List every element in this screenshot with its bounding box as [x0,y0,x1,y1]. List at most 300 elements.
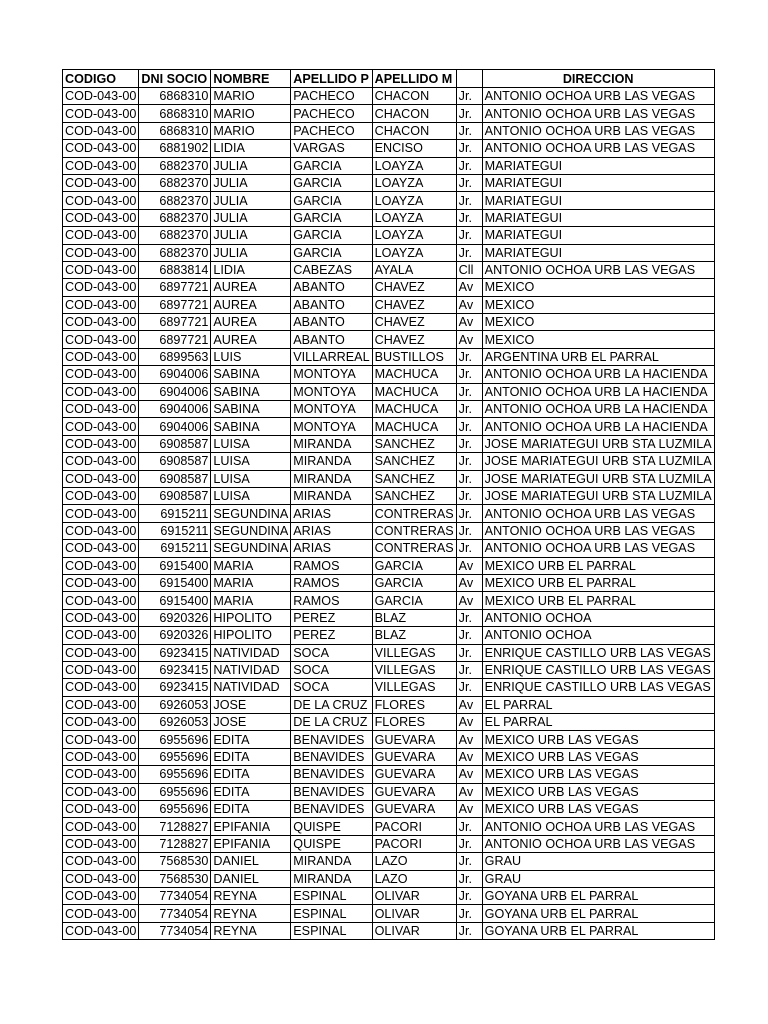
table-row [63,835,715,852]
cell-apellido-paterno: ARIAS [291,540,372,557]
cell-nombre: EDITA [211,783,291,800]
table-row [63,522,715,539]
cell-via-type: Av [456,331,482,348]
cell-nombre: EDITA [211,766,291,783]
cell-dni-socio: 6881902 [139,140,211,157]
cell-codigo: COD-043-00 [63,748,139,765]
cell-apellido-materno: LAZO [372,853,456,870]
cell-dni-socio: 6882370 [139,209,211,226]
cell-codigo: COD-043-00 [63,418,139,435]
table-row [63,244,715,261]
cell-codigo: COD-043-00 [63,679,139,696]
cell-apellido-materno: GUEVARA [372,748,456,765]
cell-nombre: EPIFANIA [211,818,291,835]
cell-via-type: Av [456,296,482,313]
cell-direccion: GOYANA URB EL PARRAL [482,905,714,922]
cell-dni-socio: 6882370 [139,192,211,209]
table-row [63,227,715,244]
cell-apellido-paterno: ABANTO [291,314,372,331]
cell-via-type: Jr. [456,853,482,870]
cell-apellido-paterno: PACHECO [291,88,372,105]
cell-apellido-paterno: MONTOYA [291,418,372,435]
cell-codigo: COD-043-00 [63,296,139,313]
cell-apellido-materno: VILLEGAS [372,679,456,696]
table-row [63,905,715,922]
cell-apellido-paterno: MIRANDA [291,487,372,504]
cell-direccion: MARIATEGUI [482,174,714,191]
table-row [63,314,715,331]
cell-direccion: EL PARRAL [482,714,714,731]
cell-via-type: Jr. [456,227,482,244]
cell-apellido-materno: OLIVAR [372,922,456,939]
cell-apellido-materno: CHACON [372,88,456,105]
table-row [63,748,715,765]
cell-apellido-materno: BUSTILLOS [372,348,456,365]
cell-apellido-paterno: QUISPE [291,835,372,852]
cell-nombre: MARIO [211,105,291,122]
table-row [63,453,715,470]
table-row [63,922,715,939]
cell-via-type: Av [456,592,482,609]
cell-apellido-materno: LOAYZA [372,192,456,209]
cell-codigo: COD-043-00 [63,592,139,609]
header-via-type [456,70,482,88]
cell-direccion: ANTONIO OCHOA URB LAS VEGAS [482,522,714,539]
cell-direccion: ENRIQUE CASTILLO URB LAS VEGAS [482,679,714,696]
cell-dni-socio: 6882370 [139,244,211,261]
cell-via-type: Av [456,279,482,296]
cell-via-type: Av [456,696,482,713]
cell-direccion: ARGENTINA URB EL PARRAL [482,348,714,365]
cell-codigo: COD-043-00 [63,227,139,244]
cell-direccion: ANTONIO OCHOA URB LAS VEGAS [482,505,714,522]
cell-direccion: ANTONIO OCHOA URB LAS VEGAS [482,105,714,122]
cell-direccion: MEXICO [482,314,714,331]
cell-via-type: Jr. [456,122,482,139]
cell-apellido-paterno: GARCIA [291,157,372,174]
cell-nombre: HIPOLITO [211,609,291,626]
cell-apellido-paterno: SOCA [291,661,372,678]
cell-dni-socio: 6920326 [139,627,211,644]
cell-nombre: MARIO [211,122,291,139]
cell-nombre: EDITA [211,731,291,748]
cell-apellido-materno: LAZO [372,870,456,887]
cell-nombre: DANIEL [211,853,291,870]
cell-direccion: MEXICO URB EL PARRAL [482,574,714,591]
header-apellido-materno: APELLIDO M [372,70,456,88]
table-row [63,801,715,818]
cell-apellido-paterno: RAMOS [291,557,372,574]
cell-nombre: REYNA [211,905,291,922]
cell-dni-socio: 6915400 [139,557,211,574]
cell-dni-socio: 6955696 [139,801,211,818]
cell-apellido-paterno: VILLARREAL [291,348,372,365]
cell-direccion: ENRIQUE CASTILLO URB LAS VEGAS [482,661,714,678]
cell-apellido-materno: CONTRERAS [372,540,456,557]
cell-apellido-materno: BLAZ [372,627,456,644]
cell-nombre: SABINA [211,418,291,435]
cell-dni-socio: 7734054 [139,922,211,939]
cell-codigo: COD-043-00 [63,714,139,731]
cell-nombre: EPIFANIA [211,835,291,852]
cell-codigo: COD-043-00 [63,122,139,139]
cell-apellido-paterno: MIRANDA [291,870,372,887]
cell-via-type: Jr. [456,644,482,661]
cell-direccion: MARIATEGUI [482,227,714,244]
cell-apellido-paterno: BENAVIDES [291,783,372,800]
cell-nombre: AUREA [211,296,291,313]
cell-apellido-paterno: MONTOYA [291,401,372,418]
cell-direccion: ANTONIO OCHOA URB LAS VEGAS [482,122,714,139]
cell-apellido-materno: OLIVAR [372,887,456,904]
cell-dni-socio: 6897721 [139,331,211,348]
table-row [63,540,715,557]
cell-direccion: ANTONIO OCHOA [482,627,714,644]
cell-apellido-paterno: DE LA CRUZ [291,714,372,731]
cell-apellido-materno: MACHUCA [372,418,456,435]
cell-via-type: Jr. [456,418,482,435]
cell-via-type: Jr. [456,88,482,105]
cell-direccion: ANTONIO OCHOA [482,609,714,626]
cell-dni-socio: 6904006 [139,418,211,435]
table-row [63,853,715,870]
cell-direccion: MEXICO URB LAS VEGAS [482,731,714,748]
cell-dni-socio: 6926053 [139,714,211,731]
cell-direccion: ANTONIO OCHOA URB LAS VEGAS [482,261,714,278]
cell-dni-socio: 6923415 [139,679,211,696]
cell-via-type: Jr. [456,905,482,922]
cell-direccion: ANTONIO OCHOA URB LAS VEGAS [482,835,714,852]
table-row [63,279,715,296]
cell-direccion: JOSE MARIATEGUI URB STA LUZMILA [482,487,714,504]
cell-apellido-paterno: RAMOS [291,592,372,609]
cell-apellido-paterno: ARIAS [291,522,372,539]
cell-codigo: COD-043-00 [63,314,139,331]
cell-apellido-materno: CHAVEZ [372,314,456,331]
table-row [63,209,715,226]
cell-via-type: Jr. [456,366,482,383]
cell-apellido-paterno: MIRANDA [291,453,372,470]
cell-dni-socio: 6920326 [139,609,211,626]
cell-codigo: COD-043-00 [63,487,139,504]
cell-apellido-paterno: GARCIA [291,209,372,226]
cell-apellido-materno: CHAVEZ [372,331,456,348]
cell-via-type: Jr. [456,209,482,226]
cell-via-type: Jr. [456,661,482,678]
cell-nombre: SABINA [211,383,291,400]
table-row [63,731,715,748]
cell-dni-socio: 6955696 [139,783,211,800]
cell-dni-socio: 6915211 [139,540,211,557]
cell-dni-socio: 6868310 [139,88,211,105]
cell-codigo: COD-043-00 [63,348,139,365]
cell-apellido-paterno: MONTOYA [291,383,372,400]
cell-nombre: MARIA [211,574,291,591]
cell-apellido-materno: MACHUCA [372,366,456,383]
cell-dni-socio: 6883814 [139,261,211,278]
cell-dni-socio: 6882370 [139,227,211,244]
cell-via-type: Jr. [456,679,482,696]
table-body [63,88,715,940]
header-apellido-paterno: APELLIDO P [291,70,372,88]
cell-codigo: COD-043-00 [63,540,139,557]
cell-apellido-paterno: PACHECO [291,105,372,122]
cell-dni-socio: 6923415 [139,661,211,678]
cell-apellido-materno: LOAYZA [372,227,456,244]
table-row [63,574,715,591]
cell-apellido-paterno: RAMOS [291,574,372,591]
cell-via-type: Jr. [456,157,482,174]
cell-nombre: SABINA [211,401,291,418]
cell-apellido-paterno: MIRANDA [291,853,372,870]
cell-via-type: Jr. [456,348,482,365]
cell-apellido-materno: LOAYZA [372,244,456,261]
cell-via-type: Jr. [456,505,482,522]
cell-nombre: LIDIA [211,140,291,157]
cell-apellido-paterno: BENAVIDES [291,731,372,748]
cell-nombre: LUIS [211,348,291,365]
cell-codigo: COD-043-00 [63,870,139,887]
cell-codigo: COD-043-00 [63,157,139,174]
cell-codigo: COD-043-00 [63,522,139,539]
table-row [63,157,715,174]
cell-dni-socio: 6908587 [139,470,211,487]
cell-apellido-paterno: GARCIA [291,244,372,261]
cell-apellido-materno: LOAYZA [372,209,456,226]
cell-codigo: COD-043-00 [63,644,139,661]
cell-codigo: COD-043-00 [63,557,139,574]
table-row [63,348,715,365]
cell-nombre: MARIO [211,88,291,105]
cell-direccion: MEXICO URB EL PARRAL [482,557,714,574]
cell-apellido-materno: GUEVARA [372,801,456,818]
table-row [63,174,715,191]
cell-dni-socio: 7734054 [139,887,211,904]
table-row [63,401,715,418]
table-row [63,105,715,122]
cell-nombre: LUISA [211,453,291,470]
cell-via-type: Cll [456,261,482,278]
table-row [63,661,715,678]
cell-apellido-materno: CHAVEZ [372,279,456,296]
cell-codigo: COD-043-00 [63,818,139,835]
cell-direccion: MEXICO [482,296,714,313]
cell-via-type: Jr. [456,609,482,626]
table-row [63,870,715,887]
cell-nombre: NATIVIDAD [211,644,291,661]
cell-dni-socio: 6882370 [139,157,211,174]
cell-apellido-materno: MACHUCA [372,383,456,400]
table-row [63,505,715,522]
cell-via-type: Jr. [456,522,482,539]
table-row [63,818,715,835]
cell-via-type: Jr. [456,140,482,157]
cell-via-type: Av [456,574,482,591]
cell-codigo: COD-043-00 [63,609,139,626]
cell-apellido-materno: GARCIA [372,592,456,609]
cell-apellido-paterno: PEREZ [291,627,372,644]
cell-codigo: COD-043-00 [63,88,139,105]
cell-nombre: DANIEL [211,870,291,887]
cell-dni-socio: 6955696 [139,766,211,783]
cell-apellido-paterno: BENAVIDES [291,748,372,765]
cell-dni-socio: 6955696 [139,731,211,748]
cell-direccion: ANTONIO OCHOA URB LA HACIENDA [482,401,714,418]
cell-dni-socio: 6897721 [139,279,211,296]
cell-via-type: Jr. [456,887,482,904]
table-row [63,418,715,435]
cell-direccion: MARIATEGUI [482,244,714,261]
cell-nombre: SABINA [211,366,291,383]
cell-direccion: MEXICO URB EL PARRAL [482,592,714,609]
cell-via-type: Jr. [456,192,482,209]
cell-apellido-paterno: CABEZAS [291,261,372,278]
cell-via-type: Jr. [456,487,482,504]
cell-dni-socio: 6897721 [139,314,211,331]
table-row [63,887,715,904]
cell-direccion: MARIATEGUI [482,157,714,174]
cell-direccion: EL PARRAL [482,696,714,713]
cell-codigo: COD-043-00 [63,453,139,470]
table-row [63,140,715,157]
cell-nombre: HIPOLITO [211,627,291,644]
table-row [63,296,715,313]
cell-nombre: NATIVIDAD [211,679,291,696]
cell-nombre: JOSE [211,696,291,713]
table-row [63,627,715,644]
cell-apellido-paterno: QUISPE [291,818,372,835]
table-row [63,366,715,383]
cell-codigo: COD-043-00 [63,383,139,400]
cell-codigo: COD-043-00 [63,696,139,713]
cell-apellido-paterno: GARCIA [291,174,372,191]
cell-via-type: Jr. [456,470,482,487]
cell-apellido-materno: CONTRERAS [372,505,456,522]
cell-dni-socio: 6868310 [139,122,211,139]
cell-via-type: Jr. [456,627,482,644]
cell-direccion: ANTONIO OCHOA URB LA HACIENDA [482,418,714,435]
cell-codigo: COD-043-00 [63,435,139,452]
cell-codigo: COD-043-00 [63,209,139,226]
cell-codigo: COD-043-00 [63,783,139,800]
cell-dni-socio: 6904006 [139,383,211,400]
cell-apellido-materno: VILLEGAS [372,644,456,661]
cell-apellido-materno: FLORES [372,696,456,713]
cell-apellido-paterno: PEREZ [291,609,372,626]
cell-codigo: COD-043-00 [63,627,139,644]
cell-dni-socio: 6915400 [139,574,211,591]
cell-dni-socio: 6915211 [139,505,211,522]
cell-apellido-materno: FLORES [372,714,456,731]
cell-codigo: COD-043-00 [63,505,139,522]
cell-dni-socio: 6915211 [139,522,211,539]
cell-apellido-paterno: ABANTO [291,296,372,313]
cell-codigo: COD-043-00 [63,192,139,209]
header-dni-socio: DNI SOCIO [139,70,211,88]
cell-codigo: COD-043-00 [63,261,139,278]
cell-via-type: Jr. [456,870,482,887]
cell-via-type: Av [456,731,482,748]
cell-direccion: JOSE MARIATEGUI URB STA LUZMILA [482,435,714,452]
cell-dni-socio: 7128827 [139,835,211,852]
cell-apellido-paterno: MONTOYA [291,366,372,383]
cell-apellido-materno: GUEVARA [372,766,456,783]
cell-apellido-paterno: ESPINAL [291,922,372,939]
cell-apellido-materno: CHAVEZ [372,296,456,313]
cell-via-type: Av [456,714,482,731]
table-row [63,557,715,574]
cell-apellido-paterno: ABANTO [291,279,372,296]
table-row [63,192,715,209]
table-row [63,470,715,487]
cell-apellido-paterno: ESPINAL [291,905,372,922]
cell-via-type: Av [456,783,482,800]
cell-nombre: JULIA [211,244,291,261]
cell-codigo: COD-043-00 [63,366,139,383]
table-row [63,383,715,400]
cell-apellido-materno: PACORI [372,818,456,835]
table-row [63,609,715,626]
header-nombre: NOMBRE [211,70,291,88]
cell-via-type: Av [456,766,482,783]
cell-apellido-paterno: MIRANDA [291,470,372,487]
cell-nombre: AUREA [211,279,291,296]
cell-nombre: LIDIA [211,261,291,278]
cell-nombre: LUISA [211,470,291,487]
cell-direccion: ANTONIO OCHOA URB LAS VEGAS [482,540,714,557]
cell-dni-socio: 7568530 [139,853,211,870]
cell-apellido-paterno: ABANTO [291,331,372,348]
table-row [63,435,715,452]
cell-via-type: Jr. [456,835,482,852]
cell-nombre: AUREA [211,314,291,331]
cell-codigo: COD-043-00 [63,661,139,678]
cell-via-type: Jr. [456,922,482,939]
cell-apellido-materno: SANCHEZ [372,435,456,452]
cell-dni-socio: 6926053 [139,696,211,713]
cell-codigo: COD-043-00 [63,279,139,296]
cell-apellido-paterno: PACHECO [291,122,372,139]
cell-dni-socio: 6882370 [139,174,211,191]
cell-dni-socio: 6923415 [139,644,211,661]
cell-via-type: Av [456,801,482,818]
table-row [63,783,715,800]
cell-codigo: COD-043-00 [63,105,139,122]
cell-apellido-paterno: VARGAS [291,140,372,157]
cell-nombre: REYNA [211,922,291,939]
cell-via-type: Jr. [456,453,482,470]
cell-nombre: LUISA [211,435,291,452]
table-row [63,592,715,609]
cell-dni-socio: 6897721 [139,296,211,313]
cell-direccion: MEXICO URB LAS VEGAS [482,783,714,800]
cell-nombre: REYNA [211,887,291,904]
header-row [63,70,715,88]
cell-apellido-materno: SANCHEZ [372,453,456,470]
cell-codigo: COD-043-00 [63,835,139,852]
cell-direccion: MEXICO URB LAS VEGAS [482,801,714,818]
cell-direccion: MEXICO [482,279,714,296]
cell-codigo: COD-043-00 [63,766,139,783]
table-row [63,88,715,105]
cell-nombre: LUISA [211,487,291,504]
cell-apellido-materno: CHACON [372,105,456,122]
cell-dni-socio: 6904006 [139,401,211,418]
cell-direccion: MEXICO URB LAS VEGAS [482,766,714,783]
cell-apellido-paterno: GARCIA [291,192,372,209]
data-table [62,69,715,940]
cell-apellido-materno: OLIVAR [372,905,456,922]
